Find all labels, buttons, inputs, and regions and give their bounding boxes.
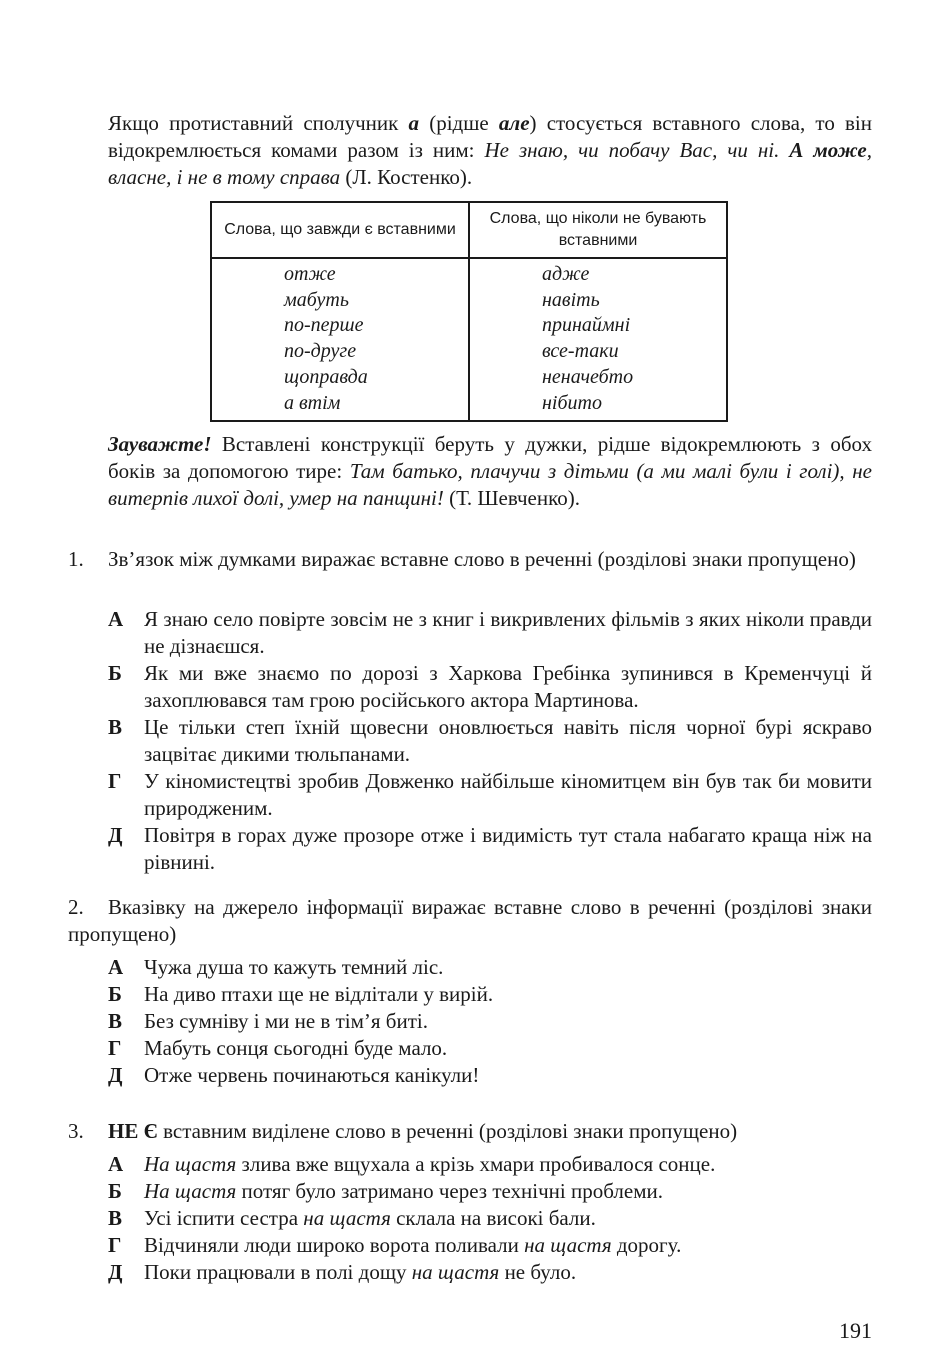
option-text: Чужа душа то кажуть темний ліс.: [144, 955, 444, 979]
table-word: все-таки: [542, 340, 619, 363]
table-word: мабуть: [284, 288, 349, 311]
answer-option[interactable]: [108, 1062, 872, 1089]
question-text: вставним виділене слово в реченні (розділові знаки пропущено): [157, 1119, 738, 1143]
table-word: а втім: [284, 391, 341, 414]
highlighted-word: на щастя: [411, 1260, 500, 1284]
question-2: [68, 894, 872, 948]
question-3: [68, 1118, 872, 1145]
highlighted-word: на щастя: [303, 1206, 391, 1230]
option-letter: В: [108, 1009, 123, 1033]
table-column-always: [211, 258, 469, 421]
highlighted-word: на щастя: [524, 1233, 612, 1257]
question-text: Зв’язок між думками виражає вставне слово в реченні (розділові знаки пропущено): [108, 547, 856, 571]
option-text: На щастя злива вже вщухала а крізь хмари пробивалося сонце.: [144, 1152, 716, 1176]
question-1-options: [108, 606, 872, 876]
option-letter: Г: [108, 1233, 122, 1257]
option-text: Повітря в горах дуже прозоре отже і видимість тут стала набагато краща ніж на рівнині.: [144, 823, 872, 874]
table-word: нібито: [542, 391, 602, 414]
intro-author: (Л. Костенко).: [340, 165, 473, 189]
option-text: Як ми вже знаємо по дорозі з Харкова Гребінка зупинився в Кременчуці й захоплювався там грою російського актора Мартинова.: [144, 661, 872, 712]
note-paragraph: [108, 431, 872, 512]
answer-option[interactable]: [108, 606, 872, 660]
table-word: неначебто: [542, 365, 634, 388]
intro-text: (рідше: [419, 111, 499, 135]
intro-text: ) стосується вставного слова, то він відокремлюється комами разом із ним:: [108, 111, 873, 162]
answer-option[interactable]: [108, 1151, 872, 1178]
highlighted-word: На щастя: [144, 1179, 237, 1203]
table-word: по-друге: [284, 340, 357, 363]
intro-example: , власне, і не в тому справа: [108, 138, 872, 189]
intro-example: Не знаю, чи побачу Вас, чи ні.: [484, 138, 790, 162]
option-text: Отже червень починаються канікули!: [144, 1063, 480, 1087]
question-number: 1.: [68, 547, 84, 571]
option-letter: В: [108, 1206, 123, 1230]
answer-option[interactable]: [108, 1035, 872, 1062]
highlighted-word: На щастя: [144, 1152, 237, 1176]
question-2-options: [108, 954, 872, 1089]
intro-conj-ale: але: [498, 111, 530, 135]
option-text: Поки працювали в полі дощу на щастя не було.: [144, 1260, 577, 1284]
option-letter: Г: [108, 769, 122, 793]
intro-text: Якщо протиставний сполучник: [108, 111, 409, 135]
table-word: адже: [542, 263, 590, 285]
question-emphasis: НЕ Є: [108, 1119, 158, 1143]
option-letter: А: [108, 955, 124, 979]
option-letter: А: [108, 607, 124, 631]
option-text: Усі іспити сестра на щастя склала на високі бали.: [144, 1206, 596, 1230]
option-letter: Д: [108, 1260, 123, 1284]
option-text: Це тільки степ їхній щовесни оновлюється навіть після чорної бурі яскраво зацвітає дикими тюльпанами.: [144, 715, 872, 766]
question-text: Вказівку на джерело інформації виражає вставне слово в реченні (розділові знаки пропущено): [68, 895, 872, 946]
question-1: [68, 546, 872, 573]
answer-option[interactable]: [108, 1205, 872, 1232]
option-text: Я знаю село повірте зовсім не з книг і викривлених фільмів з яких ніколи правди не дізнаєшся.: [144, 607, 872, 658]
note-text: Вставлені конструкції беруть у дужки, рідше відокремлюють з обох боків за допомогою тире:: [108, 432, 872, 483]
table-word: отже: [284, 263, 336, 285]
option-letter: Б: [108, 661, 122, 685]
option-text: Без сумніву і ми не в тім’я биті.: [144, 1009, 428, 1033]
option-letter: Д: [108, 1063, 123, 1087]
option-letter: В: [108, 715, 123, 739]
question-number: 2.: [68, 895, 84, 919]
answer-option[interactable]: [108, 822, 872, 876]
option-text: Відчиняли люди широко ворота поливали на щастя дорогу.: [144, 1233, 682, 1257]
note-example: Там батько, плачучи з дітьми (а ми малі були і голі), не витерпів лихої долі, умер на панщині!: [108, 459, 872, 510]
option-text: На щастя потяг було затримано через технічні проблеми.: [144, 1179, 663, 1203]
table-header-always: Слова, що завжди є вставними: [211, 202, 469, 258]
answer-option[interactable]: [108, 1232, 872, 1259]
page-number: 191: [839, 1318, 872, 1343]
table-word: навіть: [542, 288, 600, 311]
option-text: У кіномистецтві зробив Довженко найбільше кіномитцем він був так би мовити природженим.: [144, 769, 872, 820]
intro-paragraph: [108, 110, 872, 191]
option-text: Мабуть сонця сьогодні буде мало.: [144, 1036, 448, 1060]
answer-option[interactable]: [108, 1008, 872, 1035]
option-letter: А: [108, 1152, 124, 1176]
question-3-options: [108, 1151, 872, 1286]
insert-words-table: [210, 201, 728, 422]
option-letter: Б: [108, 982, 122, 1006]
answer-option[interactable]: [108, 1178, 872, 1205]
table-word: щоправда: [284, 365, 368, 388]
option-letter: Д: [108, 823, 123, 847]
option-letter: Б: [108, 1179, 122, 1203]
option-text: На диво птахи ще не відлітали у вирій.: [144, 982, 494, 1006]
table-header-never: Слова, що ніколи не бувають вставними: [469, 202, 727, 258]
answer-option[interactable]: [108, 981, 872, 1008]
answer-option[interactable]: [108, 714, 872, 768]
answer-option[interactable]: [108, 1259, 872, 1286]
answer-option[interactable]: [108, 954, 872, 981]
table-column-never: [469, 258, 727, 421]
answer-option[interactable]: [108, 768, 872, 822]
table-word: принаймні: [542, 314, 631, 337]
note-author: (Т. Шевченко).: [443, 486, 580, 510]
option-letter: Г: [108, 1036, 122, 1060]
question-number: 3.: [68, 1119, 84, 1143]
intro-example-bold: А може: [789, 138, 867, 162]
note-label: Зауважте!: [108, 432, 212, 456]
intro-conj-a: а: [408, 111, 420, 135]
table-word: по-перше: [284, 314, 364, 337]
answer-option[interactable]: [108, 660, 872, 714]
